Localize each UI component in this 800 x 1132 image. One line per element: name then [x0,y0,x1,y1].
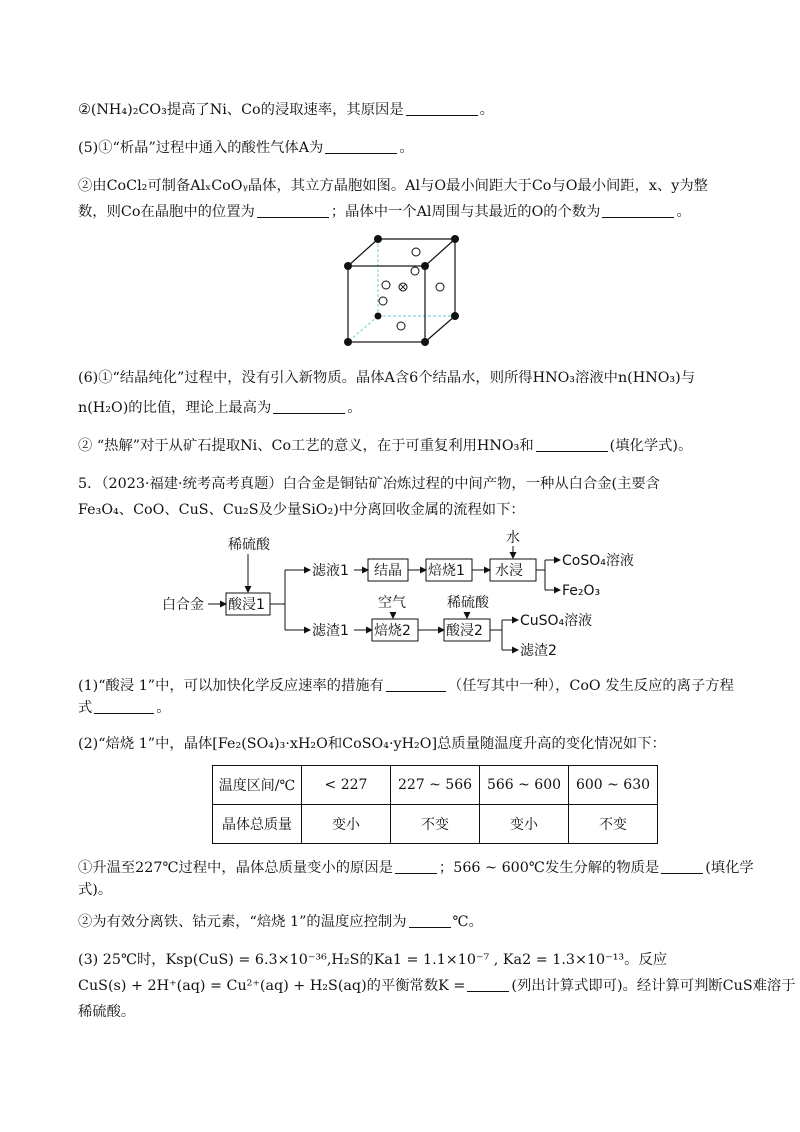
text: 稀硫酸。 [78,1004,136,1020]
formula-hno3: HNO₃ [476,438,520,454]
corner-atom [374,235,382,243]
text: ℃。 [452,914,483,930]
formula-reaction: CuS(s) + 2H⁺(aq) = Cu²⁺(aq) + H₂S(aq) [78,978,367,994]
text: (填化学式)。 [609,438,693,454]
process-flowchart [150,530,670,660]
face-atom [382,281,390,289]
q4-part6-3-line [78,436,728,456]
text: 。 [676,204,691,220]
flow-coso4: CoSO₄溶液 [562,553,634,569]
q5-part3-line1 [78,950,728,970]
text: Fe₃O₄、CoO、CuS、Cu₂S及少量SiO₂)中分离回收金属的流程如下： [78,502,525,518]
table-cell: 变小 [480,805,569,844]
text: ② “热解”对于从矿石提取Ni、Co工艺的意义，在于可重复利用 [78,438,477,454]
flow-cuso4: CuSO₄溶液 [520,613,593,629]
face-atom [397,322,405,330]
table-cell: 不变 [569,805,658,844]
flow-water-leach-label: 水浸 [495,563,523,579]
text: 提高了Ni、Co的浸取速率，其原因是 [166,102,404,118]
answer-blank[interactable] [386,676,446,692]
formula-cocl2: CoCl₂ [106,178,148,194]
q4-part6-2-line [78,398,728,418]
q4-part5-3-line [78,202,728,222]
text: （任写其中一种），CoO 发生反应的离子方程 [447,678,734,694]
q4-part2-line [78,100,728,120]
q5-part1-line2 [78,698,728,718]
corner-atom [421,338,429,346]
flow-acid2-label: 酸浸2 [446,623,483,639]
text: 可制备 [147,178,191,194]
text: 5．（2023·福建·统考高考真题）白合金是铜钴矿冶炼过程的中间产物，一种从白合金(主要含 [78,476,660,492]
q5-part3-line2 [78,976,796,996]
flow-acid2-reagent: 稀硫酸 [447,595,489,611]
text: 。 [399,140,414,156]
formula-k: K = [438,978,466,994]
table-header-cell: 温度区间/℃ [213,766,302,805]
text: (6)①“结晶纯化”过程中，没有引入新物质。晶体A含6个结晶水，则所得 [78,370,533,386]
formula-n-h2o: n(H₂O) [78,400,129,416]
flow-residue1: 滤渣1 [312,623,349,639]
text: 式)。 [78,882,113,898]
mass-temperature-table [212,765,658,844]
q5-part2-1-line2 [78,880,728,900]
answer-blank[interactable] [602,202,674,218]
text: ,H₂S的 [326,952,374,968]
text: 的比值，理论上最高为 [128,400,272,416]
answer-blank[interactable] [94,698,154,714]
table-header-cell: 227 ~ 566 [391,766,480,805]
q5-part2-1-line1 [78,858,754,878]
corner-atom [375,313,382,320]
corner-atom [451,312,459,320]
face-atom [436,283,444,291]
answer-blank[interactable] [661,858,703,874]
answer-blank[interactable] [409,912,451,928]
flow-residue2: 滤渣2 [520,643,557,659]
flow-start-label: 白合金 [162,597,204,613]
unit-cell-diagram [330,225,480,355]
face-atom [412,248,420,256]
q5-part2-2-line [78,912,728,932]
answer-blank[interactable] [467,976,509,992]
text: 溶液中 [575,370,618,386]
q4-part5-1-line [78,138,728,158]
flow-acid1-reagent: 稀硫酸 [228,537,270,553]
text: ；566 ~ 600℃发生分解的物质是 [438,860,660,876]
answer-blank[interactable] [406,100,478,116]
text: 与 [680,370,696,386]
text: ；晶体中一个Al周围与其最近的O的个数为 [330,204,601,220]
corner-atom [451,235,459,243]
text: 和 [519,438,534,454]
text: 晶体，其立方晶胞如图。Al与O最小间距大于Co与O最小间距，x、y为整 [247,178,708,194]
table-header-cell: < 227 [302,766,391,805]
text: ②由 [78,178,107,194]
flow-acid1-label: 酸浸1 [228,597,265,613]
table-cell: 晶体总质量 [213,805,302,844]
flow-fe2o3: Fe₂O₃ [562,583,601,599]
text: (3) 25℃时， [78,952,166,968]
table-row [213,805,658,844]
corner-atom [421,262,429,270]
answer-blank[interactable] [273,398,345,414]
flow-water-reagent: 水 [506,530,520,546]
answer-blank[interactable] [257,202,329,218]
q5-part3-line3 [78,1002,728,1022]
corner-atom [344,338,352,346]
formula-nh4-2co3: (NH₄)₂CO₃ [90,102,167,118]
text: 。反应 [624,952,668,968]
text: (2)“焙烧 1”中，晶体[Fe₂(SO₄)₃·xH₂O和CoSO₄·yH₂O]总质量随温度升高的变化情况如下： [78,736,666,752]
formula-co: Co [120,204,141,220]
face-atom [411,267,419,275]
corner-atom [344,262,352,270]
text: ②为有效分离铁、钴元素，“焙烧 1”的温度应控制为 [78,914,407,930]
text: ①升温至227℃过程中，晶体总质量变小的原因是 [78,860,393,876]
flow-air-reagent: 空气 [378,595,406,611]
text: (1)“酸浸 1”中，可以加快化学反应速率的措施有 [78,678,384,694]
text: (填化学 [705,860,754,876]
text: 在晶胞中的位置为 [140,204,255,220]
q5-intro-line1 [78,474,728,494]
text: ② [78,102,91,118]
q5-part2-line [78,734,728,754]
formula-hno3: HNO₃ [532,370,576,386]
flow-roast2-label: 焙烧2 [374,623,411,639]
text: 。 [156,700,171,716]
table-header-cell: 566 ~ 600 [480,766,569,805]
text: 数，则 [78,204,121,220]
q4-part5-2-line [78,176,728,196]
text: 式 [78,700,93,716]
q5-part1-line1 [78,676,734,696]
table-cell: 不变 [391,805,480,844]
formula-n-hno3: n(HNO₃) [617,370,681,386]
text: (5)①“析晶”过程中通入的酸性气体A为 [78,140,324,156]
text: (列出计算式即可)。经计算可判断CuS难溶于 [511,978,796,994]
table-row [213,766,658,805]
q5-intro-line2 [78,500,728,520]
table-cell: 变小 [302,805,391,844]
formula-alxcooy: AlₓCoOᵧ [190,178,248,194]
q4-part6-1-line [78,368,728,388]
text: 的平衡常数 [366,978,439,994]
formula-ka: Ka1 = 1.1×10⁻⁷ , Ka2 = 1.3×10⁻¹³ [373,952,625,968]
flow-roast1-label: 焙烧1 [428,563,465,579]
face-atom [379,297,387,305]
flow-filtrate1: 滤液1 [312,563,349,579]
answer-blank[interactable] [325,138,397,154]
answer-blank[interactable] [395,858,437,874]
text: 。 [347,400,362,416]
flow-crystal-label: 结晶 [374,563,402,579]
formula-ksp: Ksp(CuS) = 6.3×10⁻³⁶ [165,952,327,968]
table-header-cell: 600 ~ 630 [569,766,658,805]
text: 。 [479,102,494,118]
answer-blank[interactable] [536,436,608,452]
